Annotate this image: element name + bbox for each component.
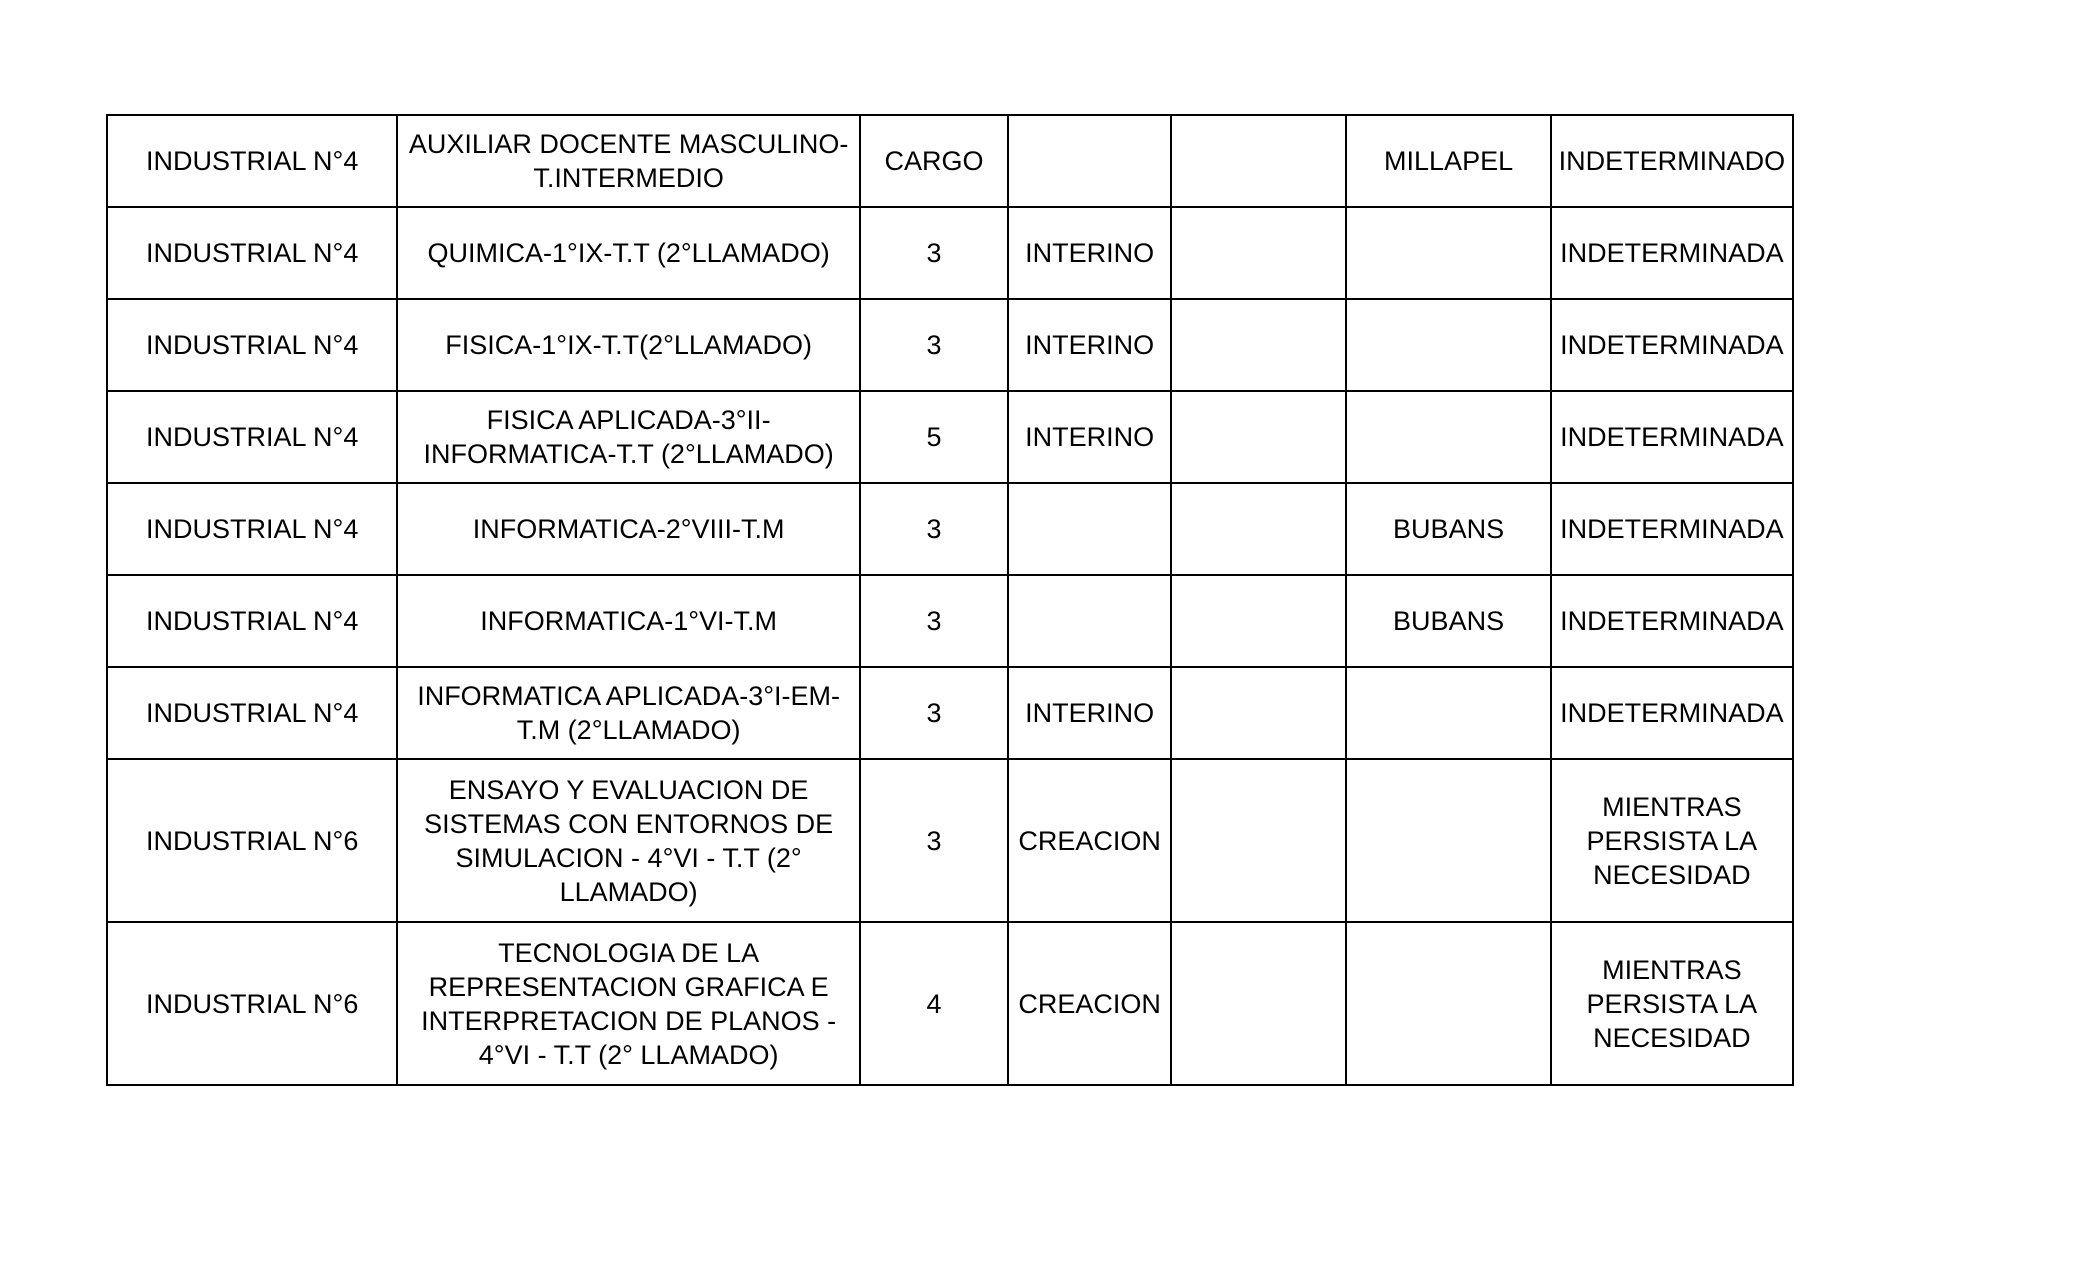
table-row — [107, 207, 1793, 299]
school-cell: INDUSTRIAL N°4 — [107, 575, 397, 667]
table-row — [107, 759, 1793, 922]
table-row — [107, 922, 1793, 1085]
school-cell: INDUSTRIAL N°4 — [107, 115, 397, 207]
table-row — [107, 299, 1793, 391]
location-cell: BUBANS — [1346, 483, 1550, 575]
table-row — [107, 667, 1793, 759]
table-row — [107, 391, 1793, 483]
hours-cell: 3 — [860, 667, 1008, 759]
empty-cell — [1171, 391, 1346, 483]
status-cell: INTERINO — [1008, 391, 1171, 483]
empty-cell — [1171, 115, 1346, 207]
duration-cell: INDETERMINADA — [1551, 299, 1793, 391]
location-cell — [1346, 299, 1550, 391]
hours-cell: 3 — [860, 759, 1008, 922]
hours-cell: CARGO — [860, 115, 1008, 207]
location-cell — [1346, 667, 1550, 759]
empty-cell — [1171, 667, 1346, 759]
empty-cell — [1171, 299, 1346, 391]
status-cell — [1008, 115, 1171, 207]
empty-cell — [1171, 759, 1346, 922]
school-cell: INDUSTRIAL N°4 — [107, 299, 397, 391]
table-row — [107, 575, 1793, 667]
school-cell: INDUSTRIAL N°6 — [107, 759, 397, 922]
location-cell: BUBANS — [1346, 575, 1550, 667]
duration-cell: MIENTRAS PERSISTA LA NECESIDAD — [1551, 759, 1793, 922]
location-cell: MILLAPEL — [1346, 115, 1550, 207]
hours-cell: 3 — [860, 575, 1008, 667]
duration-cell: INDETERMINADA — [1551, 207, 1793, 299]
vacancies-table — [106, 114, 1794, 1086]
school-cell: INDUSTRIAL N°4 — [107, 207, 397, 299]
duration-cell: INDETERMINADA — [1551, 575, 1793, 667]
hours-cell: 5 — [860, 391, 1008, 483]
duration-cell: MIENTRAS PERSISTA LA NECESIDAD — [1551, 922, 1793, 1085]
duration-cell: INDETERMINADA — [1551, 667, 1793, 759]
subject-cell: ENSAYO Y EVALUACION DE SISTEMAS CON ENTORNOS DE SIMULACION - 4°VI - T.T (2° LLAMADO) — [397, 759, 860, 922]
empty-cell — [1171, 575, 1346, 667]
subject-cell: QUIMICA-1°IX-T.T (2°LLAMADO) — [397, 207, 860, 299]
empty-cell — [1171, 922, 1346, 1085]
status-cell: INTERINO — [1008, 207, 1171, 299]
school-cell: INDUSTRIAL N°4 — [107, 391, 397, 483]
subject-cell: FISICA APLICADA-3°II-INFORMATICA-T.T (2°LLAMADO) — [397, 391, 860, 483]
location-cell — [1346, 922, 1550, 1085]
school-cell: INDUSTRIAL N°4 — [107, 483, 397, 575]
hours-cell: 3 — [860, 483, 1008, 575]
duration-cell: INDETERMINADA — [1551, 483, 1793, 575]
subject-cell: INFORMATICA-1°VI-T.M — [397, 575, 860, 667]
location-cell — [1346, 759, 1550, 922]
status-cell: INTERINO — [1008, 299, 1171, 391]
duration-cell: INDETERMINADA — [1551, 391, 1793, 483]
status-cell — [1008, 575, 1171, 667]
school-cell: INDUSTRIAL N°6 — [107, 922, 397, 1085]
table-row — [107, 115, 1793, 207]
subject-cell: TECNOLOGIA DE LA REPRESENTACION GRAFICA E INTERPRETACION DE PLANOS - 4°VI - T.T (2° LLAMADO) — [397, 922, 860, 1085]
status-cell: INTERINO — [1008, 667, 1171, 759]
empty-cell — [1171, 207, 1346, 299]
status-cell: CREACION — [1008, 759, 1171, 922]
table-row — [107, 483, 1793, 575]
hours-cell: 4 — [860, 922, 1008, 1085]
empty-cell — [1171, 483, 1346, 575]
subject-cell: AUXILIAR DOCENTE MASCULINO-T.INTERMEDIO — [397, 115, 860, 207]
location-cell — [1346, 391, 1550, 483]
school-cell: INDUSTRIAL N°4 — [107, 667, 397, 759]
subject-cell: FISICA-1°IX-T.T(2°LLAMADO) — [397, 299, 860, 391]
subject-cell: INFORMATICA-2°VIII-T.M — [397, 483, 860, 575]
status-cell: CREACION — [1008, 922, 1171, 1085]
location-cell — [1346, 207, 1550, 299]
subject-cell: INFORMATICA APLICADA-3°I-EM-T.M (2°LLAMADO) — [397, 667, 860, 759]
status-cell — [1008, 483, 1171, 575]
hours-cell: 3 — [860, 299, 1008, 391]
hours-cell: 3 — [860, 207, 1008, 299]
duration-cell: INDETERMINADO — [1551, 115, 1793, 207]
